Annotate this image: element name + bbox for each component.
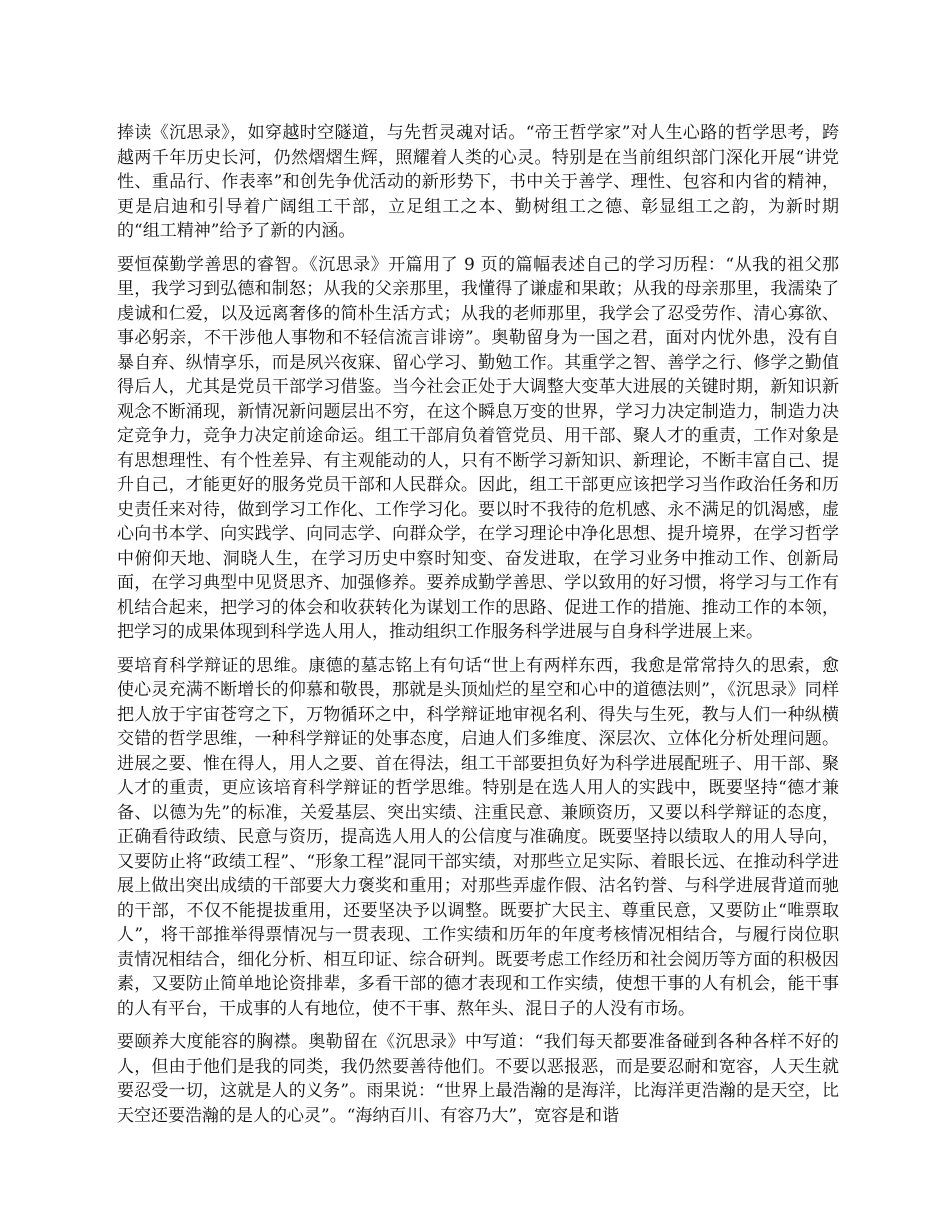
document-body — [117, 121, 839, 1137]
paragraph-intro: 捧读《沉思录》，如穿越时空隧道，与先哲灵魂对话。“帝王哲学家”对人生心路的哲学思考，跨越两千年历史长河，仍然熠熠生辉，照耀着人类的心灵。特别是在当前组织部门深化开展“讲党性、重品行、作表率”和创先争优活动的新形势下，书中关于善学、理性、包容和内省的精神，更是启迪和引导着广阔组工干部，立足组工之本、勤树组工之德、彰显组工之韵，为新时期的“组工精神”给予了新的内涵。 — [117, 123, 839, 241]
paragraph-tolerance: 要颐养大度能容的胸襟。奥勒留在《沉思录》中写道：“我们每天都要准备碰到各种各样不好的人，但由于他们是我的同类，我仍然要善待他们。不要以恶报恶，而是要忍耐和宽容，人天生就要忍受一切，这就是人的义务”。雨果说：“世界上最浩瀚的是海洋，比海洋更浩瀚的是天空，比天空还要浩瀚的是人的心灵”。“海纳百川、有容乃大”，宽容是和谐 — [117, 1032, 839, 1126]
paragraph-dialectical-thinking: 要培育科学辩证的思维。康德的墓志铭上有句话“世上有两样东西，我愈是常常持久的思索，愈使心灵充满不断增长的仰慕和敬畏，那就是头顶灿烂的星空和心中的道德法则”，《沉思录》同样把人放于宇宙苍穹之下，万物循环之中，科学辩证地审视名利、得失与生死，教与人们一种纵横交错的哲学思维，一种科学辩证的处事态度，启迪人们多维度、深层次、立体化分析处理问题。进展之要、惟在得人，用人之要、首在得法，组工干部要担负好为科学进展配班子、用干部、聚人才的重责，更应该培育科学辩证的哲学思维。特别是在选人用人的实践中，既要坚持“德才兼备、以德为先”的标准，关爱基层、突出实绩、注重民意、兼顾资历，又要以科学辩证的态度，正确看待政绩、民意与资历，提高选人用人的公信度与准确度。既要坚持以绩取人的用人导向，又要防止将“政绩工程”、“形象工程”混同干部实绩，对那些立足实际、着眼长远、在推动科学进展上做出突出成绩的干部要大力褒奖和重用；对那些弄虚作假、沽名钓誉、与科学进展背道而驰的干部，不仅不能提拔重用，还要坚决予以调整。既要扩大民主、尊重民意，又要防止“唯票取人”，将干部推举得票情况与一贯表现、工作实绩和历年的年度考核情况相结合，与履行岗位职责情况相结合，细化分析、相互印证、综合研判。既要考虑工作经历和社会阅历等方面的积极因素，又要防止简单地论资排辈，多看干部的德才表现和工作实绩，使想干事的人有机会，能干事的人有平台，干成事的人有地位，使不干事、熬年头、混日子的人没有市场。 — [117, 655, 839, 1019]
paragraph-diligent-learning: 要恒葆勤学善思的睿智。《沉思录》开篇用了 9 页的篇幅表述自己的学习历程：“从我的祖父那里，我学习到弘德和制怒；从我的父亲那里，我懂得了谦虚和果敢；从我的母亲那里，我濡染了虔诚和仁爱，以及远离奢侈的简朴生活方式；从我的老师那里，我学会了忍受劳作、清心寡欲、事必躬亲，不干涉他人事物和不轻信流言诽谤”。奥勒留身为一国之君，面对内忧外患，没有自暴自弃、纵情享乐，而是夙兴夜寐、留心学习、勤勉工作。其重学之智、善学之行、修学之勤值得后人，尤其是党员干部学习借鉴。当今社会正处于大调整大变革大进展的关键时期，新知识新观念不断涌现，新情况新问题层出不穷，在这个瞬息万变的世界，学习力决定制造力，制造力决定竞争力，竞争力决定前途命运。组工干部肩负着管党员、用干部、聚人才的重责，工作对象是有思想理性、有个性差异、有主观能动的人，只有不断学习新知识、新理论，不断丰富自己、提升自己，才能更好的服务党员干部和人民群众。因此，组工干部更应该把学习当作政治任务和历史责任来对待，做到学习工作化、工作学习化。要以时不我待的危机感、永不满足的饥渴感，虚心向书本学、向实践学、向同志学、向群众学，在学习理论中净化思想、提升境界，在学习哲学中俯仰天地、洞晓人生，在学习历史中察时知变、奋发进取，在学习业务中推动工作、创新局面，在学习典型中见贤思齐、加强修养。要养成勤学善思、学以致用的好习惯，将学习与工作有机结合起来，把学习的体会和收获转化为谋划工作的思路、促进工作的措施、推动工作的本领，把学习的成果体现到科学选人用人，推动组织工作服务科学进展与自身科学进展上来。 — [117, 254, 839, 642]
